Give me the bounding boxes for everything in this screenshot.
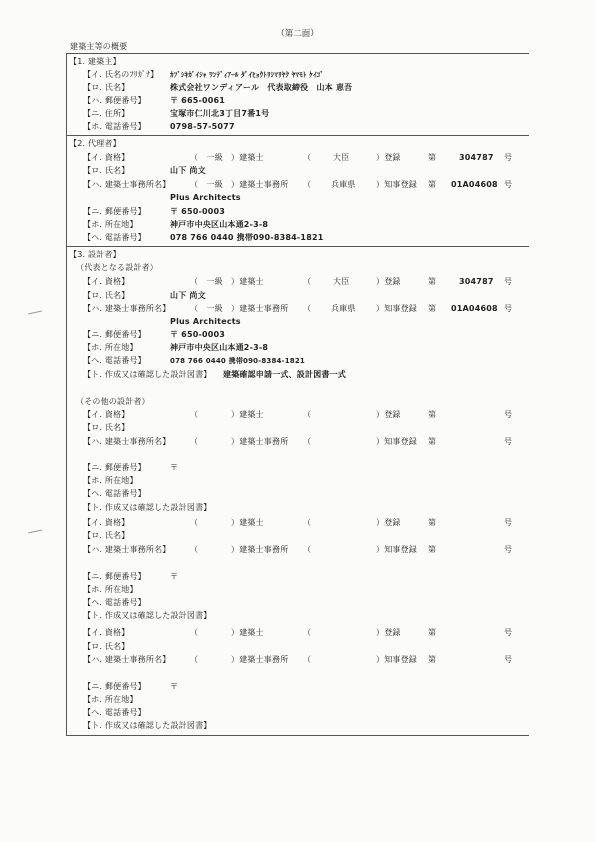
paren: （: [303, 304, 312, 313]
field-label: 【ニ. 郵便番号】: [83, 330, 146, 339]
field-label: 【ト. 作成又は確認した設計図書】: [83, 503, 212, 512]
section-heading: 建築主等の概要: [70, 42, 128, 51]
field-label: 【ト. 作成又は確認した設計図書】: [83, 721, 212, 730]
field-label: 【ロ. 氏名】: [83, 166, 130, 175]
field-label: 【ハ. 郵便番号】: [83, 96, 146, 105]
paren: （: [303, 545, 312, 554]
registration: ）登録: [376, 153, 401, 162]
field-label: 【ロ. 氏名】: [83, 83, 130, 92]
no-suffix: 号: [504, 518, 513, 527]
field-label: 【ニ. 住所】: [83, 109, 130, 118]
qualification-kind: （ 一級 ）建築士: [190, 153, 264, 162]
paren: （: [303, 277, 312, 286]
subsection-heading: （代表となる設計者）: [76, 263, 158, 272]
qualification-kind: （ ）建築士: [190, 628, 264, 637]
field-label: 【イ. 資格】: [83, 410, 130, 419]
designer-name: 山下 尚文: [170, 291, 206, 300]
qualification-kind: （ 一級 ）建築士: [190, 277, 264, 286]
field-label: 【ヘ. 電話番号】: [83, 489, 146, 498]
paren: （: [303, 628, 312, 637]
scan-mark: [28, 311, 42, 315]
no-prefix: 第: [428, 410, 437, 419]
field-label: 【ホ. 所在地】: [83, 343, 138, 352]
registration: ）登録: [376, 518, 401, 527]
paren: （: [303, 437, 312, 446]
registration: ）登録: [376, 277, 401, 286]
field-label: 【イ. 資格】: [83, 277, 130, 286]
no-prefix: 第: [428, 277, 437, 286]
paren: （: [303, 410, 312, 419]
field-label: 【ロ. 氏名】: [83, 291, 130, 300]
field-label: 【ハ. 建築士事務所名】: [83, 437, 171, 446]
field-label: 【ロ. 氏名】: [83, 531, 130, 540]
office-kind: （ 一級 ）建築士事務所: [190, 180, 289, 189]
address: 神戸市中央区山本通2-3-8: [170, 220, 269, 229]
prefecture: 兵庫県: [331, 180, 356, 189]
divider: [66, 53, 529, 54]
no-suffix: 号: [504, 545, 513, 554]
office-number: 01A04608: [451, 180, 498, 189]
no-prefix: 第: [428, 180, 437, 189]
paren: （: [303, 180, 312, 189]
office-kind: （ ）建築士事務所: [190, 545, 289, 554]
scan-mark: [28, 530, 42, 534]
postal-code: 〒 650-0003: [170, 207, 226, 216]
field-label: 【ニ. 郵便番号】: [83, 463, 146, 472]
field-label: 【イ. 資格】: [83, 628, 130, 637]
subsection-heading: （その他の設計者）: [76, 397, 150, 406]
registration: ）知事登録: [376, 180, 417, 189]
office-kind: （ ）建築士事務所: [190, 437, 289, 446]
no-prefix: 第: [428, 153, 437, 162]
field-label: 【イ. 資格】: [83, 153, 130, 162]
field-label: 【ト. 作成又は確認した設計図書】: [83, 370, 212, 379]
field-label: 【ヘ. 電話番号】: [83, 356, 146, 365]
field-label: 【ハ. 建築士事務所名】: [83, 180, 171, 189]
owner-name: 株式会社ワンディアール 代表取締役 山本 恵吾: [170, 83, 353, 92]
page-title: （第二面）: [276, 29, 319, 39]
no-suffix: 号: [504, 655, 513, 664]
left-border: [66, 53, 67, 735]
no-prefix: 第: [428, 655, 437, 664]
qualification-kind: （ ）建築士: [190, 410, 264, 419]
no-prefix: 第: [428, 545, 437, 554]
postal-mark: 〒: [170, 682, 179, 691]
address: 神戸市中央区山本通2-3-8: [170, 343, 269, 352]
no-suffix: 号: [504, 304, 513, 313]
field-label: 【ヘ. 電話番号】: [83, 233, 146, 242]
field-label: 【イ. 氏名のﾌﾘｶﾞﾅ】: [83, 70, 159, 79]
no-suffix: 号: [504, 180, 513, 189]
field-label: 【ホ. 電話番号】: [83, 122, 146, 131]
field-label: 【ホ. 所在地】: [83, 476, 138, 485]
registrar: 大臣: [333, 277, 350, 286]
registration-number: 304787: [459, 277, 494, 286]
prefecture: 兵庫県: [331, 304, 356, 313]
field-label: 【イ. 資格】: [83, 518, 130, 527]
no-suffix: 号: [504, 277, 513, 286]
paren: （: [303, 153, 312, 162]
no-prefix: 第: [428, 304, 437, 313]
paren: （: [303, 655, 312, 664]
no-prefix: 第: [428, 437, 437, 446]
field-label: 【ホ. 所在地】: [83, 220, 138, 229]
no-suffix: 号: [504, 410, 513, 419]
phone: 0798-57-5077: [170, 122, 235, 131]
section-header: 【2. 代理者】: [69, 139, 121, 148]
no-suffix: 号: [504, 437, 513, 446]
registration: ）登録: [376, 410, 401, 419]
office-kind: （ ）建築士事務所: [190, 655, 289, 664]
registration: ）知事登録: [376, 437, 417, 446]
registration: ）知事登録: [376, 655, 417, 664]
registration-number: 304787: [459, 153, 494, 162]
office-name: Plus Architects: [170, 193, 241, 202]
field-label: 【ニ. 郵便番号】: [83, 207, 146, 216]
postal-code: 〒 650-0003: [170, 330, 226, 339]
postal-mark: 〒: [170, 463, 179, 472]
no-suffix: 号: [504, 153, 513, 162]
bottom-divider: [66, 735, 529, 736]
phone: 078 766 0440 携帯090-8384-1821: [170, 357, 306, 365]
office-name: Plus Architects: [170, 317, 241, 326]
section-header: 【3. 設計者】: [69, 250, 121, 259]
divider: [66, 246, 529, 247]
field-label: 【ハ. 建築士事務所名】: [83, 545, 171, 554]
design-documents: 建築確認申請一式、設計図書一式: [223, 370, 346, 379]
agent-name: 山下 尚文: [170, 166, 206, 175]
phone: 078 766 0440 携帯090-8384-1821: [170, 233, 324, 242]
field-label: 【ニ. 郵便番号】: [83, 572, 146, 581]
field-label: 【ヘ. 電話番号】: [83, 598, 146, 607]
registration: ）登録: [376, 628, 401, 637]
no-prefix: 第: [428, 518, 437, 527]
no-suffix: 号: [504, 628, 513, 637]
furigana-value: ｶﾌﾞｼｷｶﾞｲｼｬ ﾜﾝﾃﾞｨｱｰﾙ ﾀﾞｲﾋｮｳﾄﾘｼﾏﾘﾔｸ ﾔﾏﾓﾄ ｹｲｺﾞ: [170, 71, 324, 79]
qualification-kind: （ ）建築士: [190, 518, 264, 527]
divider: [66, 135, 529, 136]
field-label: 【ロ. 氏名】: [83, 642, 130, 651]
field-label: 【ホ. 所在地】: [83, 585, 138, 594]
paren: （: [303, 518, 312, 527]
office-kind: （ 一級 ）建築士事務所: [190, 304, 289, 313]
no-prefix: 第: [428, 628, 437, 637]
address: 宝塚市仁川北3丁目7番1号: [170, 109, 270, 118]
postal-code: 〒 665-0061: [170, 96, 226, 105]
field-label: 【ロ. 氏名】: [83, 423, 130, 432]
registrar: 大臣: [333, 153, 350, 162]
registration: ）知事登録: [376, 545, 417, 554]
field-label: 【ハ. 建築士事務所名】: [83, 655, 171, 664]
field-label: 【ヘ. 電話番号】: [83, 708, 146, 717]
section-header: 【1. 建築主】: [69, 57, 121, 66]
office-number: 01A04608: [451, 304, 498, 313]
postal-mark: 〒: [170, 572, 179, 581]
field-label: 【ハ. 建築士事務所名】: [83, 304, 171, 313]
registration: ）知事登録: [376, 304, 417, 313]
field-label: 【ホ. 所在地】: [83, 695, 138, 704]
field-label: 【ト. 作成又は確認した設計図書】: [83, 611, 212, 620]
field-label: 【ニ. 郵便番号】: [83, 682, 146, 691]
